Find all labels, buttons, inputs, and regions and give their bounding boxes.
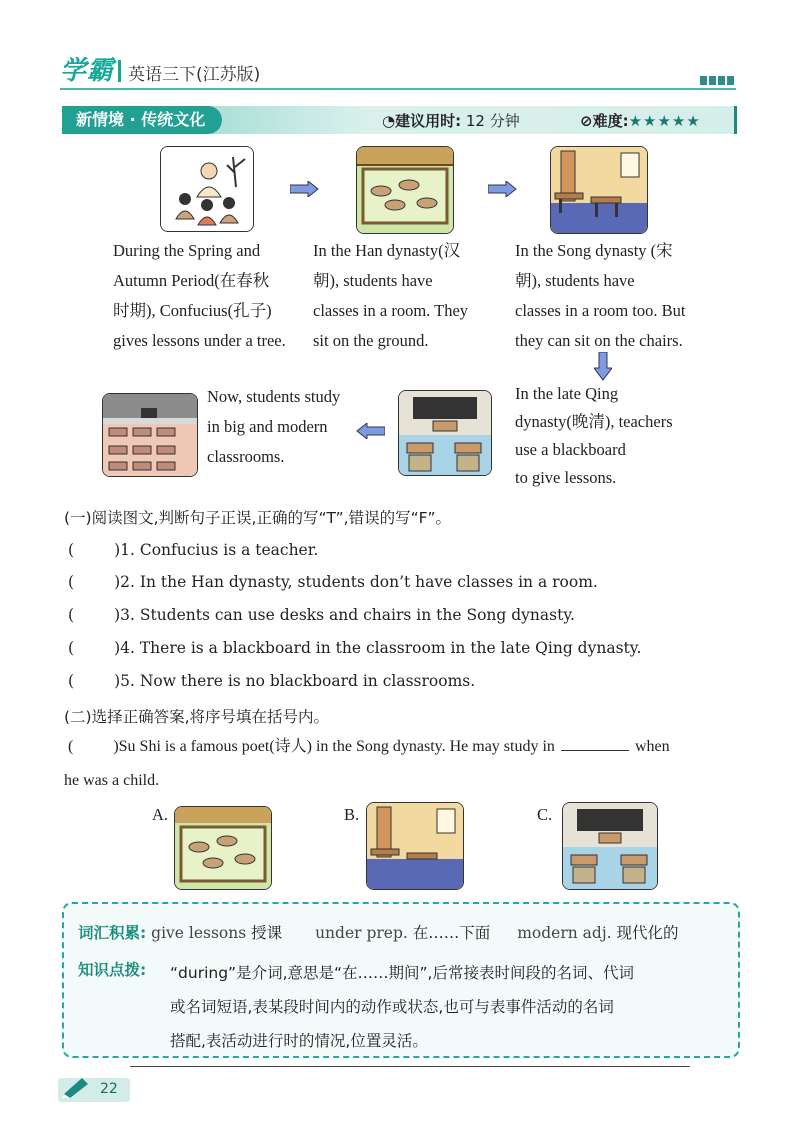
caption-qing xyxy=(515,380,673,492)
question-1 xyxy=(68,541,318,559)
answer-paren-close: ) xyxy=(114,573,121,591)
caption-line: In the Han dynasty(汉 xyxy=(313,241,461,260)
arrow-down-icon xyxy=(594,352,612,382)
time-value: 12 分钟 xyxy=(465,112,520,130)
answer-paren-open[interactable]: ( xyxy=(68,573,75,591)
han-dynasty-picture xyxy=(356,146,454,234)
caption-line: 朝), students have xyxy=(313,271,433,290)
arrow-right-icon xyxy=(290,181,320,197)
difficulty xyxy=(580,110,701,131)
question-text: 4. There is a blackboard in the classroom in the late Qing dynasty. xyxy=(120,639,642,657)
header-decoration xyxy=(700,70,736,89)
answer-paren-open[interactable]: ( xyxy=(68,639,75,657)
option-c-picture[interactable] xyxy=(562,802,658,890)
caption-line: Now, students study xyxy=(207,387,341,406)
tip-line: “during”是介词,意思是“在……期间”,后常接表时间段的名词、代词 xyxy=(170,964,634,982)
caption-line: Autumn Period(在春秋 xyxy=(113,271,270,290)
vocabulary-row xyxy=(78,921,679,943)
caption-song xyxy=(515,236,685,356)
question-4 xyxy=(68,639,641,657)
part1-heading: (一)阅读图文,判断句子正误,正确的写“T”,错误的写“F”。 xyxy=(64,509,452,527)
question-text: 1. Confucius is a teacher. xyxy=(120,541,319,559)
header-line xyxy=(60,88,736,90)
qing-dynasty-picture xyxy=(398,390,492,476)
header-divider xyxy=(118,60,121,82)
option-c-label: C. xyxy=(537,805,553,824)
part2-heading: (二)选择正确答案,将序号填在括号内。 xyxy=(64,708,330,726)
part2-question xyxy=(68,732,670,762)
answer-paren-open[interactable]: ( xyxy=(68,672,75,690)
caption-line: 朝), students have xyxy=(515,271,635,290)
tips-text xyxy=(170,956,634,1058)
caption-now xyxy=(207,382,340,472)
caption-line: classrooms. xyxy=(207,447,285,466)
tips-label: 知识点拨: xyxy=(78,961,147,979)
part2-question-continued: he was a child. xyxy=(64,772,160,789)
caption-line: In the late Qing xyxy=(515,384,619,403)
question-text: 2. In the Han dynasty, students don’t have classes in a room. xyxy=(120,573,598,591)
check-icon: ⊘ xyxy=(580,112,593,130)
vocab-en: modern adj. xyxy=(517,924,612,942)
vocab-en: give lessons xyxy=(151,924,247,942)
suggested-time xyxy=(382,110,520,131)
difficulty-stars: ★★★★★ xyxy=(628,112,701,130)
logo: 学霸 xyxy=(60,56,115,86)
caption-line: dynasty(晚清), teachers xyxy=(515,412,673,431)
time-label: 建议用时: xyxy=(395,112,462,130)
question-text: 3. Students can use desks and chairs in the Song dynasty. xyxy=(120,606,575,624)
caption-line: classes in a room too. But xyxy=(515,301,686,320)
caption-line: use a blackboard xyxy=(515,440,626,459)
caption-line: 时期), Confucius(孔子) xyxy=(113,301,272,320)
modern-classroom-picture xyxy=(102,393,198,477)
page-number: 22 xyxy=(100,1081,118,1097)
option-a-label: A. xyxy=(152,805,169,824)
clock-icon: ◔ xyxy=(382,112,396,130)
song-dynasty-picture xyxy=(550,146,648,234)
caption-line: sit on the ground. xyxy=(313,331,429,350)
answer-paren-close: ) xyxy=(114,672,121,690)
answer-paren-close: ) xyxy=(114,639,121,657)
vocabulary-label: 词汇积累: xyxy=(78,924,147,942)
book-title: 英语三下(江苏版) xyxy=(128,65,261,85)
tip-line: 搭配,表活动进行时的情况,位置灵活。 xyxy=(170,1032,428,1050)
caption-line: In the Song dynasty (宋 xyxy=(515,241,673,260)
question-3 xyxy=(68,606,575,624)
caption-line: to give lessons. xyxy=(515,468,617,487)
confucius-picture xyxy=(160,146,254,232)
option-b-label: B. xyxy=(344,805,360,824)
caption-line: classes in a room. They xyxy=(313,301,469,320)
answer-paren-open[interactable]: ( xyxy=(68,606,75,624)
vocab-zh: 授课 xyxy=(251,924,283,942)
caption-han xyxy=(313,236,468,356)
caption-spring-autumn xyxy=(113,236,286,356)
option-b-picture[interactable] xyxy=(366,802,464,890)
question-text: Su Shi is a famous poet(诗人) in the Song dynasty. He may study in xyxy=(118,738,555,755)
option-a-picture[interactable] xyxy=(174,806,272,890)
pencil-icon xyxy=(62,1076,92,1098)
question-5 xyxy=(68,672,475,690)
answer-paren-open[interactable]: ( xyxy=(68,738,74,755)
answer-paren-close: ) xyxy=(114,606,121,624)
arrow-left-icon xyxy=(355,423,385,439)
answer-paren-close: ) xyxy=(114,541,121,559)
footer-line xyxy=(130,1066,690,1067)
arrow-right-icon xyxy=(488,181,518,197)
question-text: 5. Now there is no blackboard in classrooms. xyxy=(120,672,476,690)
vocab-zh: 现代化的 xyxy=(616,924,679,942)
caption-line: gives lessons under a tree. xyxy=(113,331,286,350)
caption-line: During the Spring and xyxy=(113,241,261,260)
tip-line: 或名词短语,表某段时间内的动作或状态,也可与表事件活动的名词 xyxy=(170,998,614,1016)
answer-paren-close: ) xyxy=(113,738,119,755)
caption-line: in big and modern xyxy=(207,417,328,436)
question-2 xyxy=(68,573,598,591)
answer-paren-open[interactable]: ( xyxy=(68,541,75,559)
vocab-zh: 在……下面 xyxy=(412,924,491,942)
caption-line: they can sit on the chairs. xyxy=(515,331,683,350)
answer-blank[interactable] xyxy=(561,750,629,751)
question-text-end: when xyxy=(634,738,670,755)
difficulty-label: 难度: xyxy=(592,112,629,130)
vocab-en: under prep. xyxy=(315,924,408,942)
section-tag: 新情境 · 传统文化 xyxy=(62,106,222,134)
